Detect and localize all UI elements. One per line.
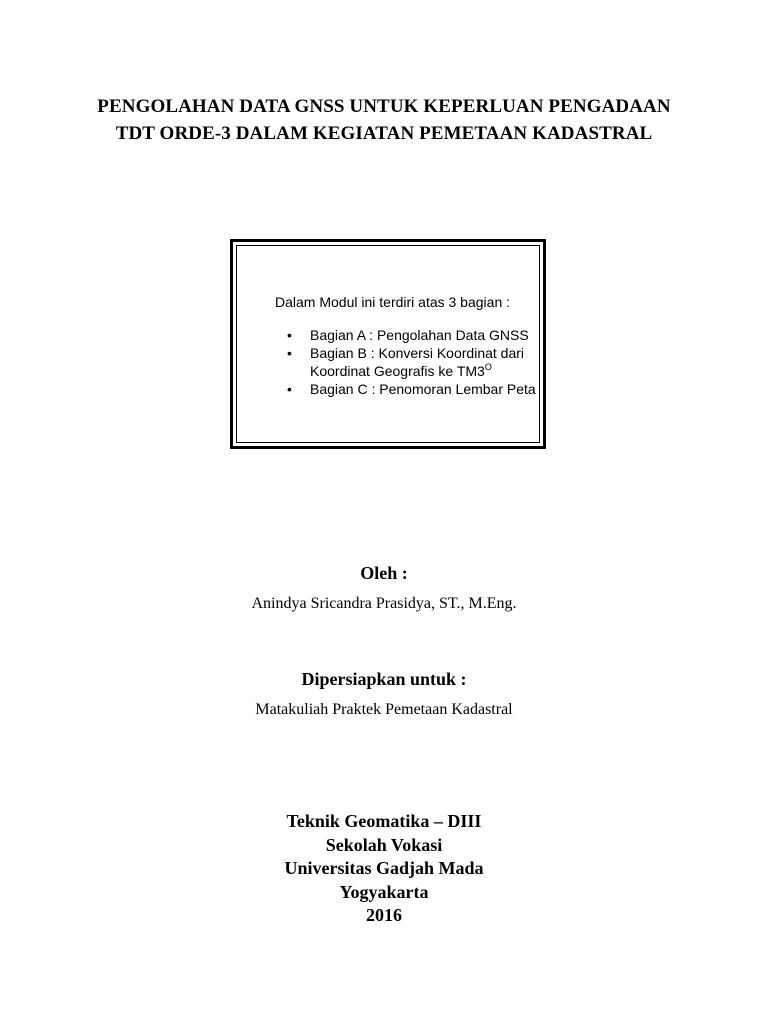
bullet-icon: • <box>287 345 292 361</box>
title-line-2: TDT ORDE-3 DALAM KEGIATAN PEMETAAN KADASTRAL <box>115 123 653 144</box>
module-contents-list <box>275 326 536 398</box>
bullet-icon: • <box>287 327 292 343</box>
prepared-for-label: Dipersiapkan untuk : <box>301 669 467 689</box>
institution-line: Universitas Gadjah Mada <box>284 858 484 878</box>
degree-superscript: O <box>484 362 492 372</box>
institution-year: 2016 <box>366 905 402 925</box>
module-contents-box <box>230 239 546 449</box>
list-item-text: Bagian C : Penomoran Lembar Peta <box>310 381 536 397</box>
module-contents-intro: Dalam Modul ini terdiri atas 3 bagian : <box>275 294 511 310</box>
list-item <box>275 344 536 380</box>
list-item <box>275 380 536 398</box>
bullet-icon: • <box>287 381 292 397</box>
document-title <box>0 93 768 147</box>
title-line-1: PENGOLAHAN DATA GNSS UNTUK KEPERLUAN PENGADAAN <box>97 96 671 117</box>
list-item-text: Bagian A : Pengolahan Data GNSS <box>310 327 529 343</box>
author-label: Oleh : <box>360 563 408 583</box>
institution-line: Yogyakarta <box>339 881 429 902</box>
author-name: Anindya Sricandra Prasidya, ST., M.Eng. <box>251 595 517 612</box>
institution-line: Teknik Geomatika – DIII <box>286 811 482 831</box>
institution-line: Sekolah Vokasi <box>325 834 443 855</box>
module-contents-inner-border <box>236 245 540 443</box>
list-item-text-continued <box>310 362 536 380</box>
list-item-text: Bagian B : Konversi Koordinat dari <box>310 345 525 361</box>
list-item <box>275 326 536 344</box>
list-item-text-line2: Koordinat Geografis ke TM3 <box>310 363 485 379</box>
institution-block <box>0 810 768 928</box>
course-name: Matakuliah Praktek Pemetaan Kadastral <box>255 701 513 718</box>
